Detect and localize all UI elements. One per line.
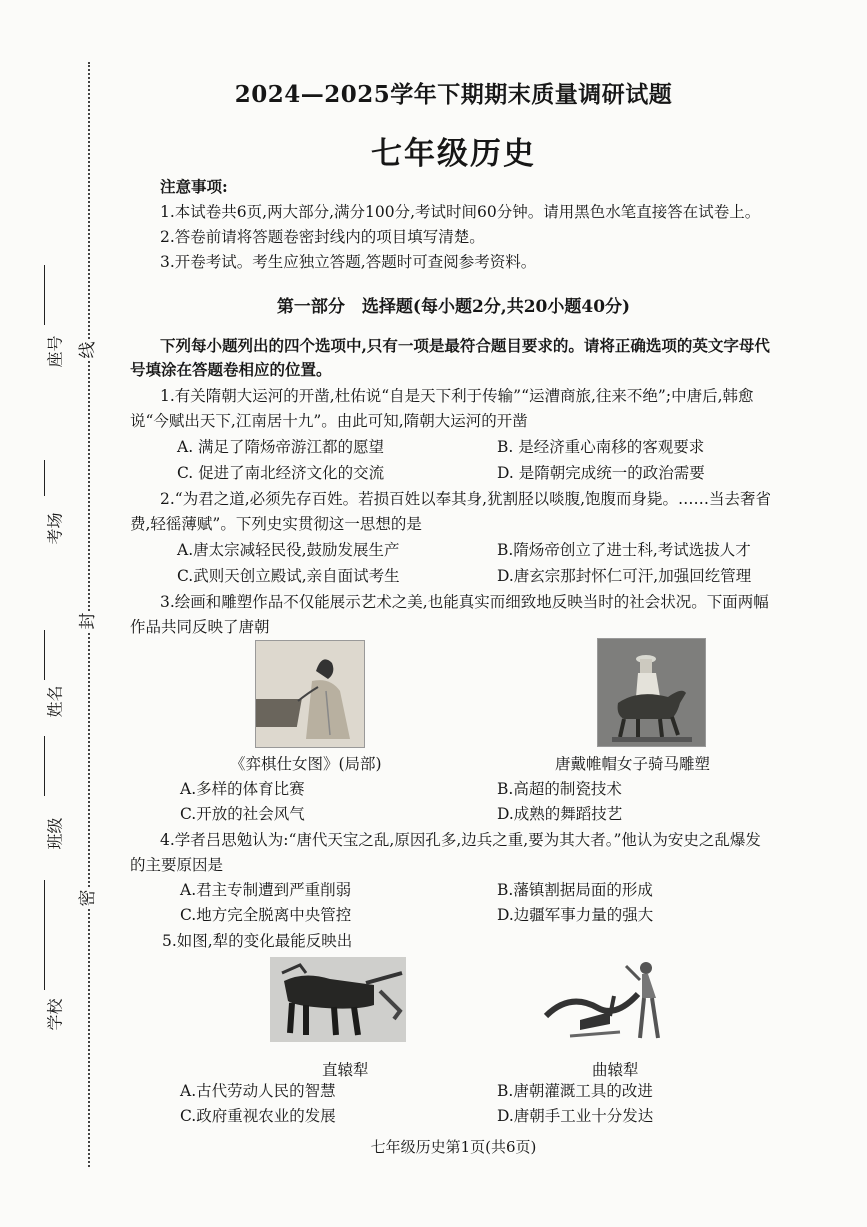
q1-option-a[interactable]: A. 满足了隋炀帝游江都的愿望 — [177, 438, 385, 456]
sculpture-veiled-horse-rider-image — [597, 638, 706, 747]
field-seat-number-label: 座号 — [45, 335, 65, 368]
q2-option-b[interactable]: B.隋炀帝创立了进士科,考试选拔人才 — [497, 541, 751, 559]
q4-option-a[interactable]: A.君主专制遭到严重削弱 — [180, 881, 352, 899]
figure-caption: 曲辕犁 — [592, 1061, 639, 1079]
curved-shaft-plow-image — [540, 958, 678, 1046]
figure-caption: 《弈棋仕女图》(局部) — [230, 755, 382, 773]
q2-option-a[interactable]: A.唐太宗减轻民役,鼓励发展生产 — [177, 541, 400, 559]
question-4-stem: 的主要原因是 — [130, 856, 224, 874]
notice-item: 1.本试卷共6页,两大部分,满分100分,考试时间60分钟。请用黑色水笔直接答在试卷上。 — [160, 203, 761, 221]
seal-char-xian: 线 — [78, 341, 98, 359]
q2-option-d[interactable]: D.唐玄宗那封怀仁可汗,加强回纥管理 — [497, 567, 752, 585]
subject-title: 七年级历史 — [371, 136, 536, 172]
q1-option-b[interactable]: B. 是经济重心南移的客观要求 — [497, 438, 705, 456]
q4-option-c[interactable]: C.地方完全脱离中央管控 — [180, 906, 352, 924]
question-4-stem: 4.学者吕思勉认为:“唐代天宝之乱,原因孔多,边兵之重,要为其大者。”他认为安史之乱爆发 — [160, 831, 761, 849]
seal-char-mi: 密 — [78, 889, 98, 907]
q5-option-c[interactable]: C.政府重视农业的发展 — [180, 1107, 336, 1125]
painting-weiqi-ladies-image — [255, 640, 365, 748]
notice-item: 2.答卷前请将答题卷密封线内的项目填写清楚。 — [160, 228, 485, 246]
notice-item: 3.开卷考试。考生应独立答题,答题时可查阅参考资料。 — [160, 253, 537, 271]
field-class-label: 班级 — [45, 817, 65, 850]
seal-char-feng: 封 — [78, 612, 98, 630]
page-footer: 七年级历史第1页(共6页) — [370, 1138, 537, 1156]
q5-option-b[interactable]: B.唐朝灌溉工具的改进 — [497, 1082, 653, 1100]
notice-heading: 注意事项: — [160, 177, 228, 196]
part1-instruction: 号填涂在答题卷相应的位置。 — [130, 360, 332, 379]
part1-title: 第一部分 选择题(每小题2分,共20小题40分) — [276, 297, 631, 317]
question-3-stem: 3.绘画和雕塑作品不仅能展示艺术之美,也能真实而细致地反映当时的社会状况。下面两幅 — [160, 593, 769, 611]
field-school-label: 学校 — [45, 998, 65, 1031]
q3-option-a[interactable]: A.多样的体育比赛 — [180, 780, 305, 798]
exam-title: 2024—2025学年下期期末质量调研试题 — [234, 81, 673, 108]
part1-instruction: 下列每小题列出的四个选项中,只有一项是最符合题目要求的。请将正确选项的英文字母代 — [160, 336, 770, 355]
field-name-label: 姓名 — [45, 685, 65, 718]
figure-caption: 直辕犁 — [322, 1061, 369, 1079]
figure-caption: 唐戴帷帽女子骑马雕塑 — [555, 755, 711, 773]
straight-shaft-plow-image — [270, 957, 406, 1042]
question-5-stem: 5.如图,犁的变化最能反映出 — [162, 932, 353, 950]
q3-option-d[interactable]: D.成熟的舞蹈技艺 — [497, 805, 623, 823]
q1-option-c[interactable]: C. 促进了南北经济文化的交流 — [177, 464, 385, 482]
q5-option-a[interactable]: A.古代劳动人民的智慧 — [180, 1082, 336, 1100]
q4-option-b[interactable]: B.藩镇割据局面的形成 — [497, 881, 653, 899]
q4-option-d[interactable]: D.边疆军事力量的强大 — [497, 906, 654, 924]
question-3-stem: 作品共同反映了唐朝 — [130, 618, 270, 636]
question-2-stem: 2.“为君之道,必须先存百姓。若损百姓以奉其身,犹割胫以啖腹,饱腹而身毙。……当去奢省 — [160, 490, 771, 508]
field-exam-room-label: 考场 — [45, 512, 65, 545]
question-1-stem: 1.有关隋朝大运河的开凿,杜佑说“自是天下利于传输”“运漕商旅,往来不绝”;中唐后,韩愈 — [160, 387, 754, 405]
question-1-stem: 说“今赋出天下,江南居十九”。由此可知,隋朝大运河的开凿 — [130, 412, 528, 430]
q3-option-b[interactable]: B.高超的制瓷技术 — [497, 780, 622, 798]
q1-option-d[interactable]: D. 是隋朝完成统一的政治需要 — [497, 464, 705, 482]
q5-option-d[interactable]: D.唐朝手工业十分发达 — [497, 1107, 654, 1125]
question-2-stem: 费,轻徭薄赋”。下列史实贯彻这一思想的是 — [130, 515, 422, 533]
q3-option-c[interactable]: C.开放的社会风气 — [180, 805, 305, 823]
q2-option-c[interactable]: C.武则天创立殿试,亲自面试考生 — [177, 567, 400, 585]
